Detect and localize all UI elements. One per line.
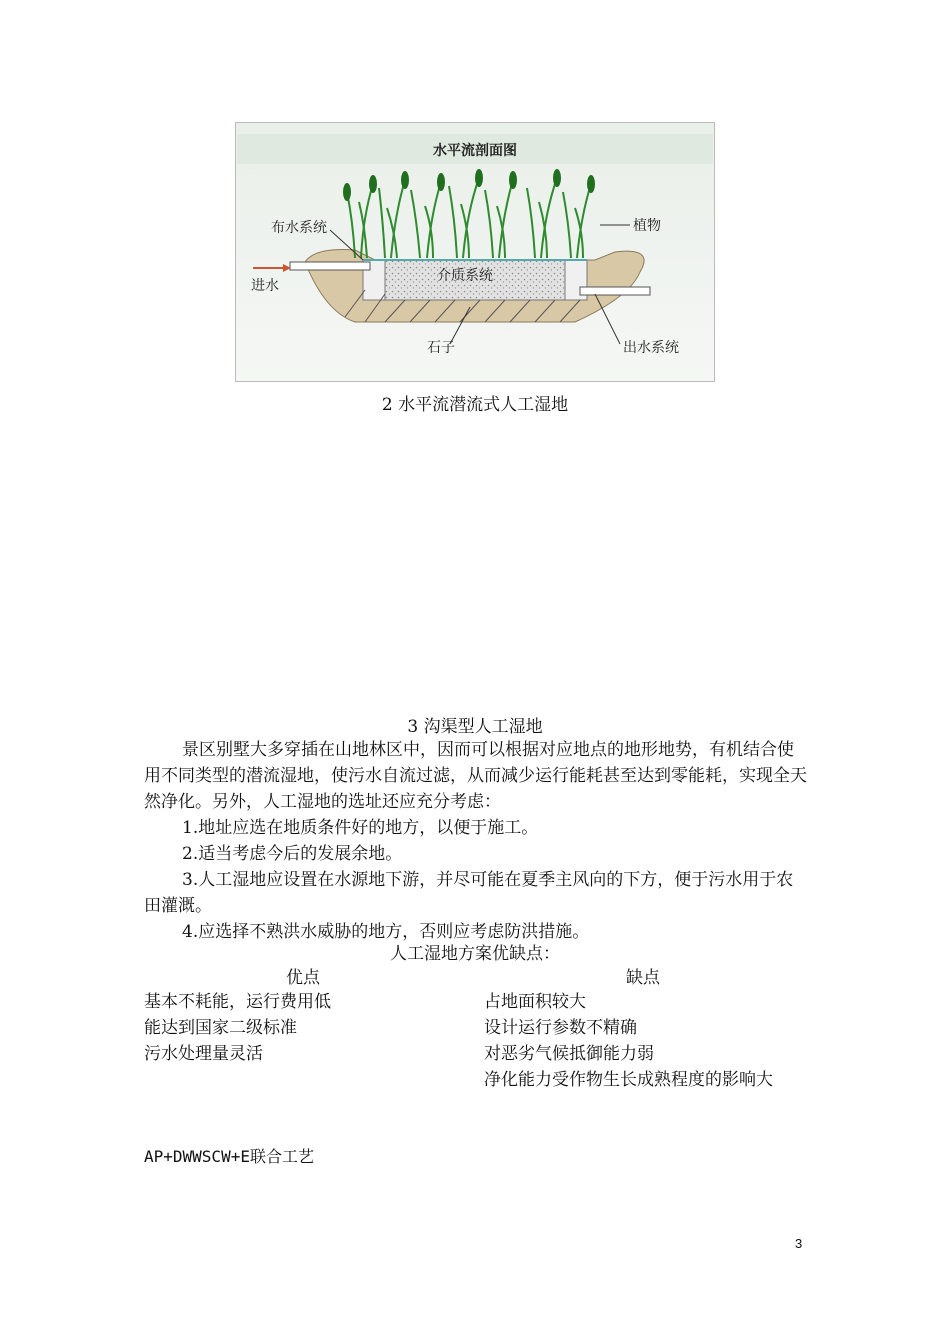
pros-item: 基本不耗能，运行费用低: [144, 992, 331, 1012]
section-title: 3 沟渠型人工湿地: [407, 717, 543, 737]
figure-caption: 2 水平流潜流式人工湿地: [381, 395, 569, 415]
label-inflow: 进水: [251, 278, 279, 294]
label-distribution-system: 布水系统: [271, 220, 327, 236]
body-paragraph: 景区别墅大多穿插在山地林区中，因而可以根据对应地点的地形地势，有机结合使用不同类型的潜流湿地，使污水自流过滤，从而减少运行能耗甚至达到零能耗，实现全天然净化。另外，人工湿地的选址还应充分考虑：: [144, 740, 807, 812]
outflow-pipe: [580, 287, 650, 295]
label-media-system: 介质系统: [437, 268, 493, 284]
list-item: 4.应选择不熟洪水威胁的地方，否则应考虑防洪措施。: [182, 922, 590, 942]
process-label: AP+DWWSCW+E联合工艺: [144, 1147, 314, 1166]
cons-item: 对恶劣气候抵御能力弱: [484, 1044, 654, 1064]
wetland-cross-section-figure: [235, 122, 715, 382]
cons-list: [484, 989, 814, 1093]
inflow-pipe: [290, 262, 370, 270]
label-stones: 石子: [427, 340, 455, 356]
cons-header: 缺点: [626, 968, 660, 988]
pros-header: 优点: [286, 968, 320, 988]
list-item: 1.地址应选在地质条件好的地方，以便于施工。: [182, 818, 539, 838]
list-item: 2.适当考虑今后的发展余地。: [182, 844, 403, 864]
cons-item: 净化能力受作物生长成熟程度的影响大: [484, 1070, 773, 1090]
pros-list: [144, 989, 444, 1067]
label-outflow-system: 出水系统: [623, 340, 679, 356]
figure-title: 水平流剖面图: [433, 143, 517, 159]
cons-item: 占地面积较大: [484, 992, 586, 1012]
pros-item: 能达到国家二级标准: [144, 1018, 297, 1038]
label-plants: 植物: [633, 218, 661, 234]
list-item: 3.人工湿地应设置在水源地下游，并尽可能在夏季主风向的下方，便于污水用于农田灌溉。: [144, 870, 794, 916]
comparison-title: 人工湿地方案优缺点：: [390, 944, 560, 964]
cons-item: 设计运行参数不精确: [484, 1018, 637, 1038]
pros-item: 污水处理量灵活: [144, 1044, 263, 1064]
page-number: 3: [795, 1236, 803, 1251]
